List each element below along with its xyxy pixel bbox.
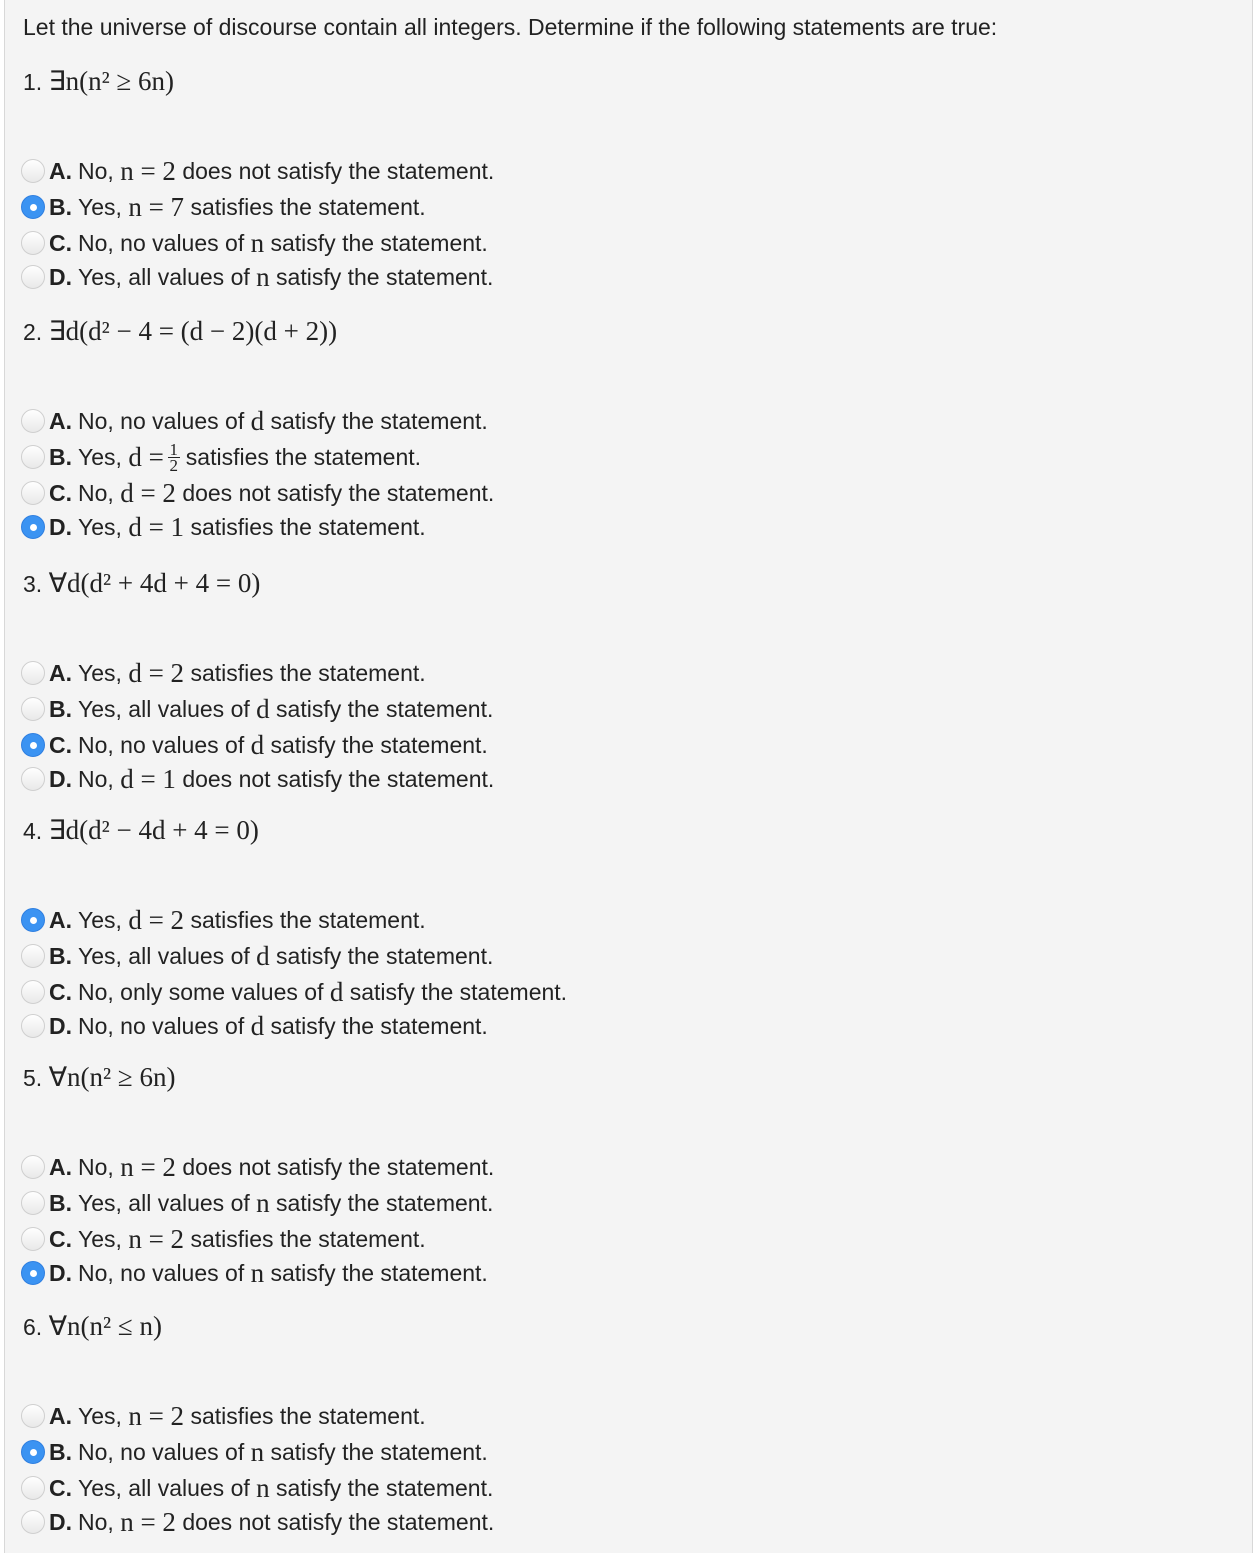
answer-option[interactable] xyxy=(21,1222,426,1256)
radio-selected-icon[interactable] xyxy=(21,1440,45,1464)
option-text-suffix: does not satisfy the statement. xyxy=(182,765,495,792)
option-letter: C. xyxy=(49,1474,72,1501)
option-letter: A. xyxy=(49,906,72,933)
question-statement: ∃d(d² − 4 = (d − 2)(d + 2)) xyxy=(48,316,338,346)
option-letter: B. xyxy=(49,193,72,220)
radio-unselected-icon[interactable] xyxy=(21,1510,45,1534)
option-text-suffix: satisfy the statement. xyxy=(270,1438,488,1465)
option-text-suffix: does not satisfy the statement. xyxy=(182,157,495,184)
radio-unselected-icon[interactable] xyxy=(21,980,45,1004)
question-5 xyxy=(23,1060,175,1095)
answer-option[interactable] xyxy=(21,939,493,973)
option-letter: A. xyxy=(49,407,72,434)
radio-unselected-icon[interactable] xyxy=(21,409,45,433)
option-math: n xyxy=(250,1436,265,1467)
question-statement: ∀d(d² + 4d + 4 = 0) xyxy=(48,568,261,598)
option-math: d xyxy=(329,976,344,1007)
option-math: n = 2 xyxy=(120,1506,176,1537)
option-math: n = 7 xyxy=(128,191,185,222)
answer-option[interactable] xyxy=(21,1505,494,1539)
radio-unselected-icon[interactable] xyxy=(21,1155,45,1179)
option-letter: A. xyxy=(49,1153,72,1180)
option-math: d = xyxy=(128,441,164,472)
option-math: d xyxy=(250,405,265,436)
option-math: d xyxy=(250,1010,265,1041)
radio-unselected-icon[interactable] xyxy=(21,265,45,289)
answer-option[interactable] xyxy=(21,1435,488,1469)
option-math: d = 2 xyxy=(128,657,185,688)
option-text-suffix: satisfies the statement. xyxy=(190,513,426,540)
answer-option[interactable] xyxy=(21,260,493,294)
option-text-suffix: does not satisfy the statement. xyxy=(182,1153,495,1180)
fraction-numerator: 1 xyxy=(169,439,179,459)
option-math: n xyxy=(250,227,265,258)
option-text-suffix: satisfy the statement. xyxy=(270,1012,488,1039)
option-text-prefix: Yes, xyxy=(78,1225,122,1252)
option-text-prefix: Yes, xyxy=(78,193,122,220)
option-text-suffix: satisfy the statement. xyxy=(276,263,494,290)
option-letter: C. xyxy=(49,1225,72,1252)
option-math: n = 2 xyxy=(128,1223,185,1254)
option-text-prefix: Yes, xyxy=(78,513,122,540)
answer-option[interactable] xyxy=(21,903,426,937)
answer-option[interactable] xyxy=(21,762,494,796)
fraction-denominator: 2 xyxy=(169,455,179,475)
option-text-suffix: satisfies the statement. xyxy=(190,193,426,220)
answer-option[interactable] xyxy=(21,404,488,438)
option-letter: D. xyxy=(49,1259,72,1286)
radio-unselected-icon[interactable] xyxy=(21,445,45,469)
option-text-suffix: satisfy the statement. xyxy=(270,229,488,256)
option-text-suffix: satisfies the statement. xyxy=(190,659,426,686)
option-letter: B. xyxy=(49,1438,72,1465)
radio-unselected-icon[interactable] xyxy=(21,697,45,721)
option-text-prefix: No, no values of xyxy=(78,229,245,256)
option-letter: A. xyxy=(49,659,72,686)
option-text-prefix: No, xyxy=(78,479,114,506)
option-math: d xyxy=(256,940,270,971)
option-text-prefix: No, xyxy=(78,1153,114,1180)
answer-option[interactable] xyxy=(21,476,494,510)
question-4 xyxy=(23,813,259,848)
option-letter: C. xyxy=(49,229,72,256)
radio-selected-icon[interactable] xyxy=(21,733,45,757)
option-letter: A. xyxy=(49,157,72,184)
radio-unselected-icon[interactable] xyxy=(21,1404,45,1428)
question-3 xyxy=(23,566,260,601)
radio-selected-icon[interactable] xyxy=(21,908,45,932)
question-statement: ∃n(n² ≥ 6n) xyxy=(48,66,175,96)
option-text-prefix: No, xyxy=(78,1508,114,1535)
quiz-panel xyxy=(4,0,1253,1553)
option-letter: C. xyxy=(49,731,72,758)
option-letter: D. xyxy=(49,1508,72,1535)
option-text-prefix: Yes, xyxy=(78,443,122,470)
radio-unselected-icon[interactable] xyxy=(21,231,45,255)
answer-option[interactable] xyxy=(21,692,493,726)
option-text-prefix: Yes, all values of xyxy=(78,1474,250,1501)
answer-option[interactable] xyxy=(21,440,421,474)
radio-unselected-icon[interactable] xyxy=(21,481,45,505)
answer-option[interactable] xyxy=(21,1009,488,1043)
question-number: 6. xyxy=(23,1314,43,1340)
option-text-suffix: satisfy the statement. xyxy=(349,978,568,1005)
option-text-prefix: Yes, all values of xyxy=(78,942,250,969)
option-text-suffix: satisfy the statement. xyxy=(270,731,488,758)
radio-selected-icon[interactable] xyxy=(21,515,45,539)
option-text-prefix: Yes, all values of xyxy=(78,1189,250,1216)
option-text-suffix: does not satisfy the statement. xyxy=(182,1508,495,1535)
option-text-prefix: No, xyxy=(78,157,114,184)
question-2 xyxy=(23,314,337,349)
option-letter: D. xyxy=(49,1012,72,1039)
answer-option[interactable] xyxy=(21,154,494,188)
option-text-prefix: No, no values of xyxy=(78,1012,245,1039)
answer-option[interactable] xyxy=(21,190,426,224)
radio-unselected-icon[interactable] xyxy=(21,1476,45,1500)
option-text-prefix: Yes, all values of xyxy=(78,695,250,722)
radio-selected-icon[interactable] xyxy=(21,1261,45,1285)
question-statement: ∃d(d² − 4d + 4 = 0) xyxy=(48,815,259,845)
option-math: n = 2 xyxy=(120,155,176,186)
option-text-suffix: satisfy the statement. xyxy=(276,1474,494,1501)
question-statement: ∀n(n² ≥ 6n) xyxy=(48,1062,176,1092)
answer-option[interactable] xyxy=(21,975,567,1009)
option-math: d = 2 xyxy=(128,904,185,935)
option-letter: B. xyxy=(49,443,72,470)
option-letter: B. xyxy=(49,1189,72,1216)
option-math: n xyxy=(250,1257,265,1288)
radio-unselected-icon[interactable] xyxy=(21,661,45,685)
question-number: 3. xyxy=(23,571,43,597)
option-letter: C. xyxy=(49,479,72,506)
option-math: n xyxy=(256,1187,270,1218)
option-math: d xyxy=(256,693,270,724)
option-math: n = 2 xyxy=(120,1151,176,1182)
question-6 xyxy=(23,1309,162,1344)
option-math: d = 1 xyxy=(120,763,176,794)
option-text-prefix: No, xyxy=(78,765,114,792)
question-number: 4. xyxy=(23,818,43,844)
option-text-suffix: satisfy the statement. xyxy=(270,407,488,434)
option-text-prefix: No, no values of xyxy=(78,407,245,434)
answer-option[interactable] xyxy=(21,1256,488,1290)
question-number: 5. xyxy=(23,1065,43,1091)
question-statement: ∀n(n² ≤ n) xyxy=(48,1311,162,1341)
option-math: n xyxy=(256,1472,270,1503)
option-math: n = 2 xyxy=(128,1400,185,1431)
option-text-prefix: Yes, xyxy=(78,1402,122,1429)
answer-option[interactable] xyxy=(21,226,488,260)
option-letter: D. xyxy=(49,765,72,792)
option-math: n xyxy=(256,261,270,292)
answer-option[interactable] xyxy=(21,510,426,544)
answer-option[interactable] xyxy=(21,656,426,690)
option-letter: D. xyxy=(49,513,72,540)
question-number: 2. xyxy=(23,319,43,345)
option-math: d = 2 xyxy=(120,477,176,508)
answer-option[interactable] xyxy=(21,1399,426,1433)
option-text-suffix: satisfies the statement. xyxy=(190,906,426,933)
option-letter: B. xyxy=(49,695,72,722)
question-number: 1. xyxy=(23,69,43,95)
option-math: d xyxy=(250,729,265,760)
answer-option[interactable] xyxy=(21,1186,493,1220)
radio-selected-icon[interactable] xyxy=(21,195,45,219)
fraction xyxy=(168,439,180,475)
option-text-prefix: Yes, xyxy=(78,659,122,686)
option-text-suffix: does not satisfy the statement. xyxy=(182,479,495,506)
question-1 xyxy=(23,64,174,99)
radio-unselected-icon[interactable] xyxy=(21,1014,45,1038)
option-math: d = 1 xyxy=(128,511,185,542)
option-text-prefix: No, no values of xyxy=(78,731,245,758)
option-text-suffix: satisfies the statement. xyxy=(190,1225,426,1252)
radio-unselected-icon[interactable] xyxy=(21,159,45,183)
option-letter: C. xyxy=(49,978,72,1005)
option-text-prefix: No, only some values of xyxy=(78,978,324,1005)
option-letter: A. xyxy=(49,1402,72,1429)
option-text-suffix: satisfies the statement. xyxy=(185,443,422,470)
option-text-suffix: satisfies the statement. xyxy=(190,1402,426,1429)
option-text-prefix: No, no values of xyxy=(78,1259,245,1286)
answer-option[interactable] xyxy=(21,1471,493,1505)
option-text-prefix: No, no values of xyxy=(78,1438,245,1465)
radio-unselected-icon[interactable] xyxy=(21,1191,45,1215)
answer-option[interactable] xyxy=(21,1150,494,1184)
option-text-suffix: satisfy the statement. xyxy=(276,695,494,722)
option-text-prefix: Yes, xyxy=(78,906,122,933)
option-letter: B. xyxy=(49,942,72,969)
radio-unselected-icon[interactable] xyxy=(21,944,45,968)
option-text-suffix: satisfy the statement. xyxy=(276,942,494,969)
option-text-prefix: Yes, all values of xyxy=(78,263,250,290)
answer-option[interactable] xyxy=(21,728,488,762)
option-text-suffix: satisfy the statement. xyxy=(270,1259,488,1286)
intro-text: Let the universe of discourse contain all integers. Determine if the following statements are true: xyxy=(23,14,998,40)
radio-unselected-icon[interactable] xyxy=(21,1227,45,1251)
option-text-suffix: satisfy the statement. xyxy=(276,1189,494,1216)
option-letter: D. xyxy=(49,263,72,290)
radio-unselected-icon[interactable] xyxy=(21,767,45,791)
